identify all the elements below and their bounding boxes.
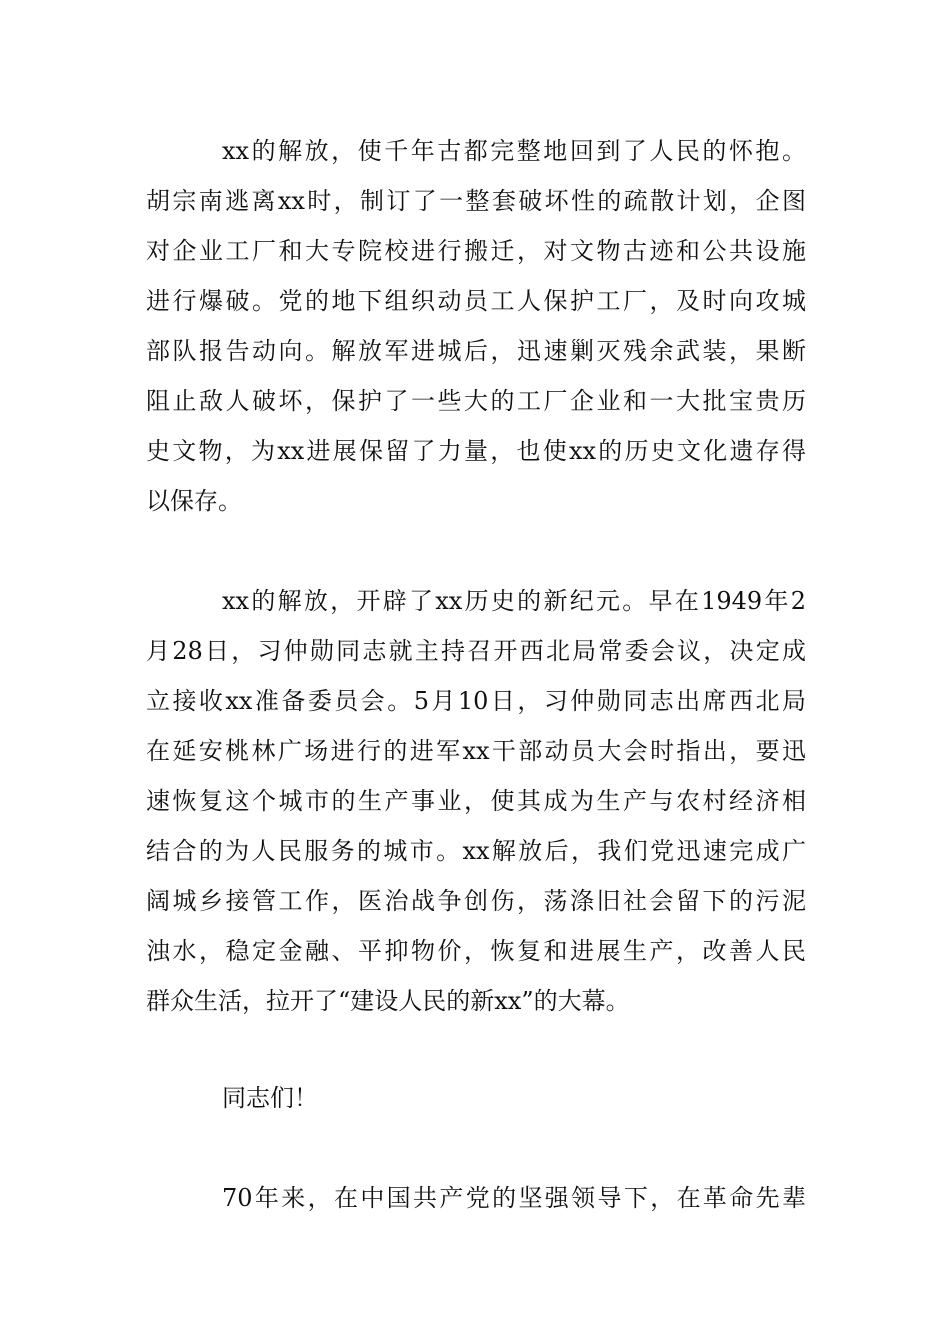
paragraph-2-line-8: 浊水，稳定金融、平抑物价，恢复和进展生产，改善人民 <box>146 937 806 965</box>
salutation-line: 同志们！ <box>222 1084 318 1112</box>
paragraph-2-line-6: 结合的为人民服务的城市。xx解放后，我们党迅速完成广 <box>146 837 806 865</box>
paragraph-1-line-7: 史文物，为xx进展保留了力量，也使xx的历史文化遗存得 <box>146 437 806 465</box>
paragraph-1-line-1: xx的解放，使千年古都完整地回到了人民的怀抱。 <box>222 137 806 165</box>
paragraph-2-line-2: 月28日，习仲勋同志就主持召开西北局常委会议，决定成 <box>146 637 806 665</box>
paragraph-1-line-6: 阻止敌人破坏，保护了一些大的工厂企业和一大批宝贵历 <box>146 387 806 415</box>
paragraph-2-line-3: 立接收xx准备委员会。5月10日，习仲勋同志出席西北局 <box>146 687 806 715</box>
paragraph-1-line-5: 部队报告动向。解放军进城后，迅速剿灭残余武装，果断 <box>146 337 806 365</box>
paragraph-1-line-2: 胡宗南逃离xx时，制订了一整套破坏性的疏散计划，企图 <box>146 187 806 215</box>
paragraph-1-line-3: 对企业工厂和大专院校进行搬迁，对文物古迹和公共设施 <box>146 237 806 265</box>
paragraph-1-line-8: 以保存。 <box>146 487 242 515</box>
paragraph-2-line-7: 阔城乡接管工作，医治战争创伤，荡涤旧社会留下的污泥 <box>146 887 806 915</box>
paragraph-2-line-9: 群众生活，拉开了“建设人民的新xx”的大幕。 <box>146 987 630 1015</box>
paragraph-1-line-4: 进行爆破。党的地下组织动员工人保护工厂，及时向攻城 <box>146 287 806 315</box>
paragraph-4-line-1: 70年来，在中国共产党的坚强领导下，在革命先辈 <box>222 1184 806 1212</box>
paragraph-2-line-5: 速恢复这个城市的生产事业，使其成为生产与农村经济相 <box>146 787 806 815</box>
paragraph-2-line-4: 在延安桃林广场进行的进军xx干部动员大会时指出，要迅 <box>146 737 806 765</box>
paragraph-2-line-1: xx的解放，开辟了xx历史的新纪元。早在1949年2 <box>222 587 806 615</box>
